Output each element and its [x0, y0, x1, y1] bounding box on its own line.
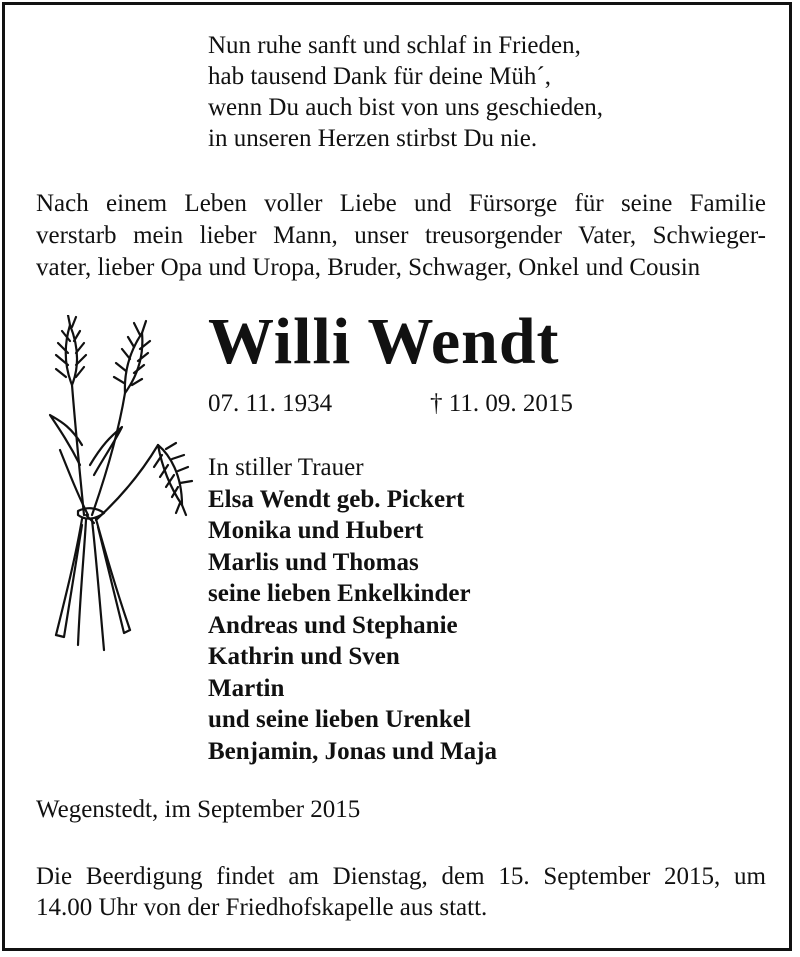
intro-line: Nach einem Leben voller Liebe und Fürsorge für seine Familie	[36, 190, 766, 217]
poem-line: wenn Du auch bist von uns geschieden,	[208, 94, 604, 121]
intro-line: verstarb mein lieber Mann, unser treusorgender Vater, Schwieger-	[36, 222, 766, 249]
mourner-name: Monika und Hubert	[208, 517, 424, 544]
mourner-name: seine lieben Enkelkinder	[208, 580, 471, 607]
mourner-name: Kathrin und Sven	[208, 643, 400, 670]
mourning-heading: In stiller Trauer	[208, 454, 364, 481]
poem-line: in unseren Herzen stirbst Du nie.	[208, 125, 538, 152]
birth-date: 07. 11. 1934	[208, 390, 333, 417]
place-date: Wegenstedt, im September 2015	[36, 796, 361, 823]
intro-line: vater, lieber Opa und Uropa, Bruder, Schwager, Onkel und Cousin	[36, 254, 701, 281]
wheat-sheaf-icon	[30, 315, 200, 655]
mourner-name: Benjamin, Jonas und Maja	[208, 737, 497, 765]
poem	[208, 30, 603, 154]
funeral-line: 14.00 Uhr von der Friedhofskapelle aus statt.	[36, 894, 488, 921]
mourner-name: und seine lieben Urenkel	[208, 706, 471, 733]
funeral-notice	[36, 861, 766, 923]
funeral-line: Die Beerdigung findet am Dienstag, dem 15. September 2015, um	[36, 863, 766, 890]
death-date: † 11. 09. 2015	[430, 390, 573, 417]
mourner-name: Andreas und Stephanie	[208, 611, 458, 639]
mourners-list	[208, 452, 497, 767]
life-dates	[208, 389, 573, 419]
poem-line: hab tausend Dank für deine Müh´,	[208, 63, 551, 90]
poem-line: Nun ruhe sanft und schlaf in Frieden,	[208, 32, 581, 59]
mourner-name: Elsa Wendt geb. Pickert	[208, 485, 465, 513]
mourner-name: Marlis und Thomas	[208, 548, 419, 576]
mourner-name: Martin	[208, 674, 285, 702]
deceased-name: Willi Wendt	[208, 305, 560, 378]
intro-paragraph	[36, 188, 766, 284]
